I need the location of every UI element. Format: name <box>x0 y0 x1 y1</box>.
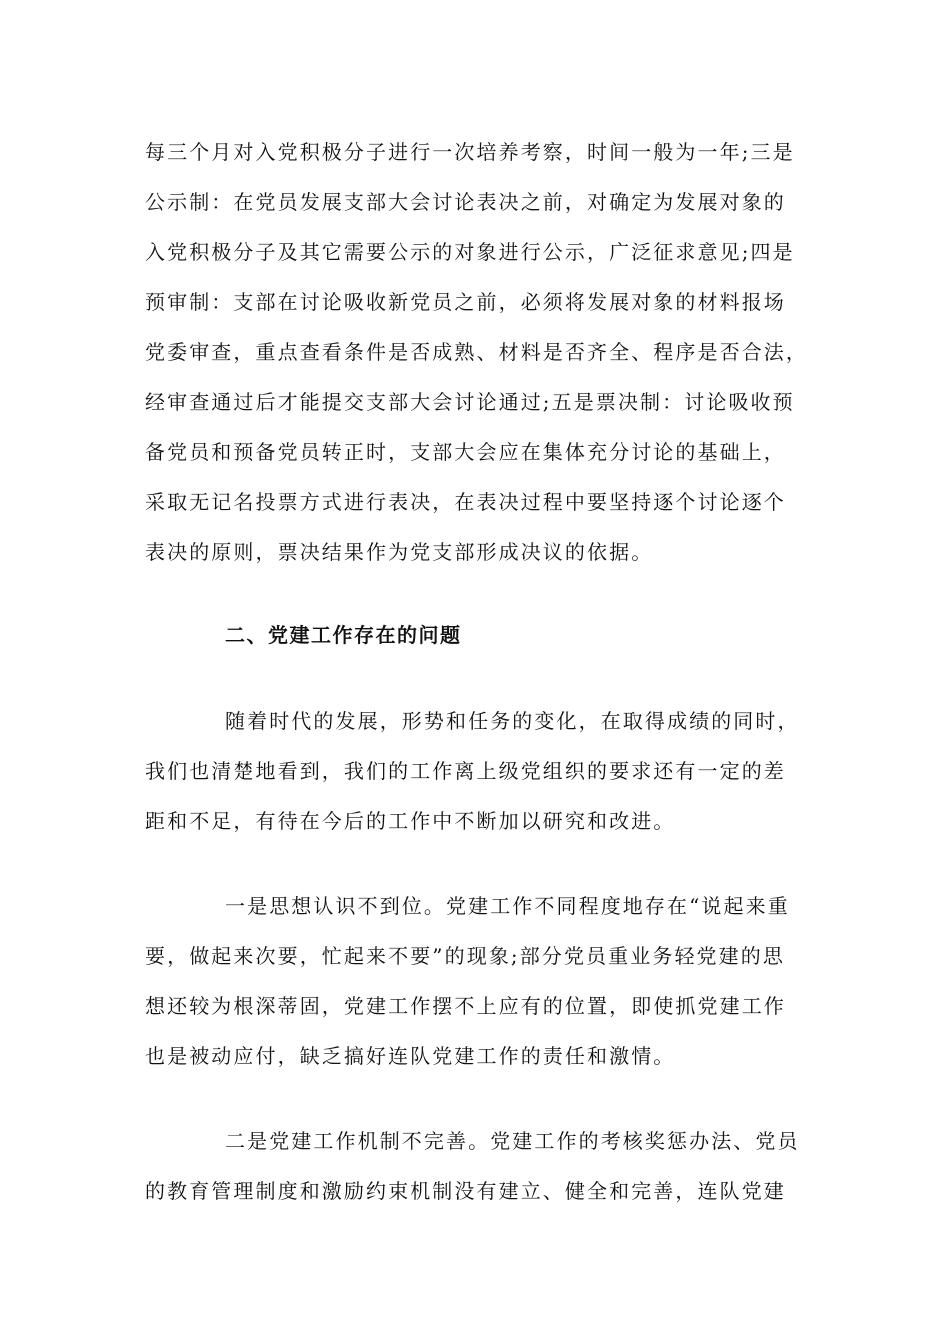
text-line: 距和不足，有待在今后的工作中不断加以研究和改进。 <box>145 809 676 833</box>
text-line: 的教育管理制度和激励约束机制没有建立、健全和完善，连队党建 <box>145 1179 786 1203</box>
text-line: 备党员和预备党员转正时，支部大会应在集体充分讨论的基础上， <box>145 440 786 464</box>
text-line: 一是思想认识不到位。党建工作不同程度地存在“说起来重 <box>225 894 790 918</box>
text-line: 随着时代的发展，形势和任务的变化，在取得成绩的同时， <box>225 709 800 733</box>
text-line: 二是党建工作机制不完善。党建工作的考核奖惩办法、党员 <box>225 1129 800 1153</box>
text-line: 党委审查，重点查看条件是否成熟、材料是否齐全、程序是否合法， <box>145 340 808 364</box>
text-line: 公示制：在党员发展支部大会讨论表决之前，对确定为发展对象的 <box>145 190 786 214</box>
text-line: 入党积极分子及其它需要公示的对象进行公示，广泛征求意见;四是 <box>145 240 795 264</box>
section-heading: 二、党建工作存在的问题 <box>225 623 462 647</box>
text-line: 我们也清楚地看到，我们的工作离上级党组织的要求还有一定的差 <box>145 759 786 783</box>
text-line: 要，做起来次要，忙起来不要”的现象;部分党员重业务轻党建的思 <box>145 944 785 968</box>
text-line: 采取无记名投票方式进行表决，在表决过程中要坚持逐个讨论逐个 <box>145 490 786 514</box>
text-line: 表决的原则，票决结果作为党支部形成决议的依据。 <box>145 540 654 564</box>
text-line: 预审制：支部在讨论吸收新党员之前，必须将发展对象的材料报场 <box>145 290 786 314</box>
text-line: 想还较为根深蒂固，党建工作摆不上应有的位置，即使抓党建工作 <box>145 994 786 1018</box>
text-line: 也是被动应付，缺乏搞好连队党建工作的责任和激情。 <box>145 1044 676 1068</box>
text-line: 经审查通过后才能提交支部大会讨论通过;五是票决制：讨论吸收预 <box>145 390 795 414</box>
text-line: 每三个月对入党积极分子进行一次培养考察，时间一般为一年;三是 <box>145 140 795 164</box>
